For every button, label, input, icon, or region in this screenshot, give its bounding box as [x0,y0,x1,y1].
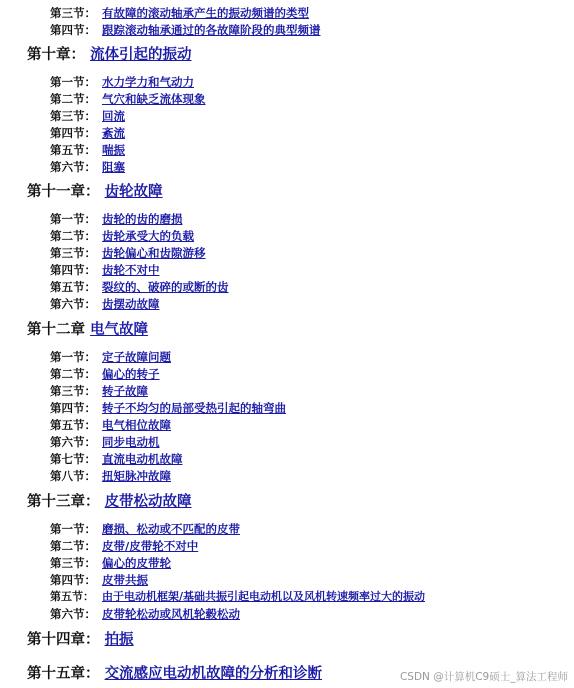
section-link[interactable]: 磨损、松动或不匹配的皮带 [102,522,240,536]
section-prefix: 第三节： [50,384,96,398]
section-prefix: 第三节： [50,109,96,123]
chapter-prefix: 第十五章： [27,665,100,682]
chapter-15-heading [27,665,322,683]
chapter-11-heading [27,183,163,201]
section-prefix: 第四节： [50,573,96,587]
section-13-6 [50,607,240,621]
chapter-link[interactable]: 拍振 [104,631,134,648]
section-link[interactable]: 皮带/皮带轮不对中 [102,539,199,553]
section-11-4 [50,263,160,277]
section-link[interactable]: 皮带轮松动或风机轮毂松动 [102,607,240,621]
section-link[interactable]: 由于电动机框架/基础共振引起电动机以及风机转速频率过大的振动 [102,590,426,603]
section-link[interactable]: 跟踪滚动轴承通过的各故障阶段的典型频谱 [102,23,321,37]
section-link[interactable]: 紊流 [102,126,125,140]
section-13-2 [50,539,198,553]
section-prefix: 第五节： [50,280,96,294]
section-12-6 [50,435,160,449]
section-13-1 [50,522,240,536]
section-11-6 [50,297,160,311]
section-link[interactable]: 水力学力和气动力 [102,75,194,89]
chapter-prefix: 第十章： [27,46,85,63]
section-prefix: 第六节： [50,607,96,621]
section-12-7 [50,452,183,466]
chapter-12-heading [27,321,148,339]
section-prefix: 第四节： [50,263,96,277]
section-prefix: 第四节： [50,126,96,140]
section-link[interactable]: 齿摆动故障 [102,297,160,311]
chapter-link[interactable]: 齿轮故障 [104,183,163,200]
chapter-link[interactable]: 流体引起的振动 [90,46,192,63]
section-12-8 [50,469,171,483]
section-11-3 [50,246,206,260]
section-link[interactable]: 齿轮不对中 [102,263,160,277]
chapter-14-heading [27,631,134,649]
chapter-13-heading [27,493,192,511]
chapter-link[interactable]: 皮带松动故障 [104,493,192,510]
section-11-5 [50,280,229,294]
csdn-watermark: CSDN @计算机C9硕士_算法工程师 [399,671,568,683]
section-prefix: 第五节： [50,590,94,603]
section-link[interactable]: 偏心的转子 [102,367,160,381]
section-9-3 [50,6,309,20]
section-prefix: 第二节： [50,92,96,106]
section-12-2 [50,367,160,381]
section-prefix: 第三节： [50,556,96,570]
section-10-1 [50,75,194,89]
section-link[interactable]: 电气相位故障 [102,418,171,432]
chapter-link[interactable]: 电气故障 [90,321,149,338]
section-link[interactable]: 齿轮的齿的磨损 [102,212,183,226]
section-13-3 [50,556,171,570]
section-prefix: 第五节： [50,143,96,157]
section-prefix: 第二节： [50,539,96,553]
section-12-1 [50,350,171,364]
section-10-5 [50,143,125,157]
section-link[interactable]: 喘振 [102,143,125,157]
section-link[interactable]: 同步电动机 [102,435,160,449]
section-12-3 [50,384,148,398]
section-prefix: 第六节： [50,160,96,174]
section-10-3 [50,109,125,123]
section-prefix: 第二节： [50,229,96,243]
section-prefix: 第七节： [50,452,96,466]
section-prefix: 第三节： [50,246,96,260]
chapter-link[interactable]: 交流感应电动机故障的分析和诊断 [104,665,323,682]
section-13-5 [50,590,425,604]
section-prefix: 第八节： [50,469,96,483]
chapter-prefix: 第十三章： [27,493,100,510]
section-link[interactable]: 直流电动机故障 [102,452,183,466]
section-13-4 [50,573,148,587]
section-link[interactable]: 皮带共振 [102,573,148,587]
chapter-prefix: 第十一章： [27,183,100,200]
section-link[interactable]: 有故障的滚动轴承产生的振动频谱的类型 [102,6,309,20]
section-prefix: 第二节： [50,367,96,381]
section-prefix: 第六节： [50,435,96,449]
section-prefix: 第一节： [50,522,96,536]
section-prefix: 第四节： [50,401,96,415]
section-9-4 [50,23,321,37]
section-link[interactable]: 齿轮偏心和齿隙游移 [102,246,206,260]
section-12-5 [50,418,171,432]
section-12-4 [50,401,286,415]
section-link[interactable]: 齿轮承受大的负载 [102,229,194,243]
chapter-prefix: 第十四章： [27,631,100,648]
chapter-prefix: 第十二章 [27,321,91,338]
section-10-4 [50,126,125,140]
chapter-10-heading [27,46,192,64]
section-prefix: 第一节： [50,350,96,364]
section-prefix: 第一节： [50,212,96,226]
section-link[interactable]: 气穴和缺乏流体现象 [102,92,206,106]
section-link[interactable]: 阻塞 [102,160,125,174]
section-link[interactable]: 定子故障问题 [102,350,171,364]
section-prefix: 第六节： [50,297,96,311]
section-10-6 [50,160,125,174]
section-prefix: 第三节： [50,6,96,20]
section-link[interactable]: 偏心的皮带轮 [102,556,171,570]
section-10-2 [50,92,206,106]
section-prefix: 第四节： [50,23,96,37]
section-prefix: 第一节： [50,75,96,89]
section-link[interactable]: 回流 [102,109,125,123]
section-link[interactable]: 转子不均匀的局部受热引起的轴弯曲 [102,401,286,415]
section-link[interactable]: 扭矩脉冲故障 [102,469,171,483]
section-link[interactable]: 转子故障 [102,384,148,398]
section-link[interactable]: 裂纹的、破碎的或断的齿 [102,280,229,294]
section-11-2 [50,229,194,243]
section-prefix: 第五节： [50,418,96,432]
section-11-1 [50,212,183,226]
